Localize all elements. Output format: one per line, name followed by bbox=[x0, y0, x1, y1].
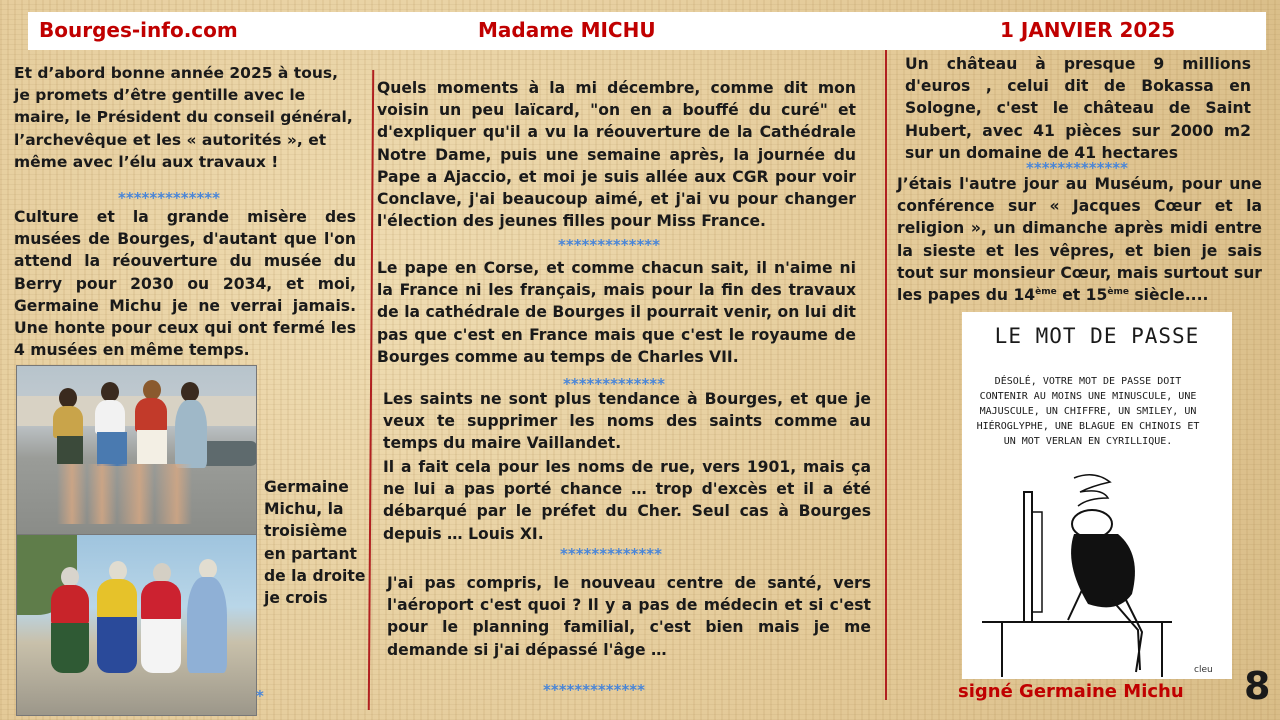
separator: ************* bbox=[118, 189, 220, 207]
intro-paragraph: Et d’abord bonne année 2025 à tous, je promets d’être gentille avec le maire, le Président du conseil général, l’archevêque et les « autorités », et même avec l’élu aux travaux ! bbox=[14, 64, 353, 171]
present-day-photo bbox=[16, 534, 257, 716]
page-title: Madame MICHU bbox=[478, 18, 656, 42]
signature: signé Germaine Michu bbox=[958, 681, 1184, 702]
vintage-photo bbox=[16, 365, 257, 535]
museums-paragraph: Culture et la grande misère des musées de Bourges, d'autant que l'on attend la réouverture du musée du Berry pour 2030 ou 2034, et moi, Germaine Michu je ne verrai jamais. Une honte pour ceux qui ont fermé les 4 musées en même temps. bbox=[14, 208, 356, 360]
svg-text:cleu: cleu bbox=[1194, 665, 1213, 675]
cartoon-caption: DÉSOLÉ, VOTRE MOT DE PASSE DOIT CONTENIR AU MOINS UNE MINUSCULE, UNE MAJUSCULE, UN CHIFFRE, UN SMILEY, UN HIÉROGLYPHE, UNE BLAGUE EN CHINOIS ET UN MOT VERLAN EN CYRILLIQUE. bbox=[976, 376, 1200, 447]
pope-paragraph: Le pape en Corse, et comme chacun sait, il n'aime ni la France ni les français, mais pour la fin des travaux de la cathédrale de Bourges il pourrait venir, on lui dit pas que c'est en France mais que c'est le royaume de Bourges comme au temps de Charles VII. bbox=[377, 259, 856, 366]
password-cartoon bbox=[962, 312, 1232, 679]
health-centre-paragraph: J'ai pas compris, le nouveau centre de santé, vers l'aéroport c'est quoi ? Il y a pas de médecin et si c'est pour le planning familial, c'est bien mais je me demande si j'ai dépassé l'âge … bbox=[387, 574, 871, 659]
separator: * bbox=[256, 687, 264, 705]
saints-paragraph: Les saints ne sont plus tendance à Bourges, et que je veux te supprimer les noms des saints comme au temps du maire Vaillandet. bbox=[383, 390, 871, 453]
page-number: 8 bbox=[1244, 664, 1271, 708]
cartoon-title: LE MOT DE PASSE bbox=[994, 324, 1200, 348]
museum-conference-paragraph: J’étais l'autre jour au Muséum, pour une conférence sur « Jacques Cœur et la religion », un dimanche après midi entre la sieste et les vêpres, et bien je sais tout sur monsieur Cœur, mais surtout sur les papes du 14ème et 15ème siècle.... bbox=[897, 175, 1262, 305]
header-bar bbox=[28, 12, 1266, 50]
separator: ************* bbox=[543, 681, 645, 699]
issue-date: 1 JANVIER 2025 bbox=[1000, 18, 1176, 42]
december-paragraph: Quels moments à la mi décembre, comme dit mon voisin un peu laïcard, "on en a bouffé du curé" et d'expliquer qu'il a vu la réouverture de la Cathédrale Notre Dame, puis une semaine après, la journée du Pape a Ajaccio, et moi je suis allée aux CGR pour voir Conclave, j'ai beaucoup aimé, et j'ai vu pour changer l'élection des jeunes filles pour Miss France. bbox=[377, 79, 856, 231]
photo-caption: Germaine Michu, la troisième en partant de la droite je crois bbox=[264, 478, 366, 608]
column-divider-right bbox=[885, 50, 887, 700]
separator: ************* bbox=[1026, 159, 1128, 177]
column-divider-left bbox=[368, 70, 374, 710]
site-name[interactable]: Bourges-info.com bbox=[39, 18, 238, 42]
separator: ************* bbox=[563, 375, 665, 393]
separator: ************* bbox=[558, 236, 660, 254]
cartoon-drawing bbox=[962, 472, 1232, 677]
street-names-paragraph: Il a fait cela pour les noms de rue, vers 1901, mais ça ne lui a pas porté chance … trop d'excès et il a été débarqué par le préfet du Cher. Seul cas à Bourges depuis … Louis XI. bbox=[383, 458, 871, 543]
separator: ************* bbox=[560, 545, 662, 563]
chateau-paragraph: Un château à presque 9 millions d'euros , celui dit de Bokassa en Sologne, c'est le château de Saint Hubert, avec 41 pièces sur 2000 m2 sur un domaine de 41 hectares bbox=[905, 55, 1251, 162]
